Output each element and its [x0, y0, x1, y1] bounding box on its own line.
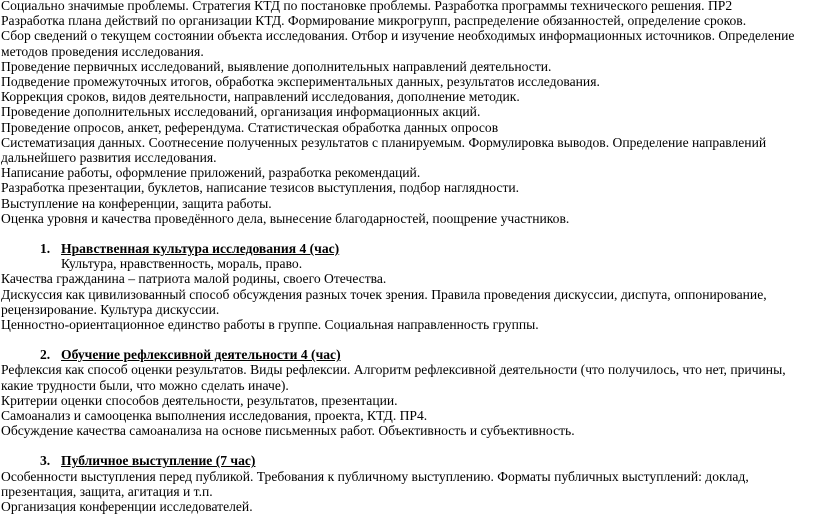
paragraph: Особенности выступления перед публикой. Требования к публичному выступлению. Форматы публичных выступлений: доклад, презентация, защита, агитация и т.п. — [1, 468, 749, 499]
paragraph: Проведение дополнительных исследований, организация информационных акций. — [1, 104, 481, 120]
paragraph: Качества гражданина – патриота малой родины, своего Отечества. — [1, 271, 387, 287]
section-number: 2. — [40, 347, 51, 363]
paragraph: Проведение первичных исследований, выявление дополнительных направлений деятельности. — [1, 58, 552, 74]
paragraph: Коррекция сроков, видов деятельности, направлений исследования, дополнение методик. — [1, 89, 520, 105]
section-3 — [1, 453, 813, 514]
paragraph: Проведение опросов, анкет, референдума. Статистическая обработка данных опросов — [1, 119, 499, 135]
paragraph: Оценка уровня и качества проведённого дела, вынесение благодарностей, поощрение участников. — [1, 210, 570, 226]
section-2 — [1, 347, 813, 438]
paragraph: Организация конференции исследователей. — [1, 499, 253, 515]
section-heading — [1, 453, 813, 468]
paragraph: Выступление на конференции, защита работы. — [1, 195, 272, 211]
section-number: 1. — [40, 241, 51, 257]
paragraph: Разработка плана действий по организации КТД. Формирование микрогрупп, распределение обязанностей, определение сроков. — [1, 13, 747, 29]
section-title: Обучение рефлексивной деятельности 4 (час) — [61, 347, 341, 363]
paragraph: Систематизация данных. Соотнесение полученных результатов с планируемым. Формулировка выводов. Определение направлений дальнейшего развития исследования. — [1, 134, 767, 166]
paragraph: Самоанализ и самооценка выполнения исследования, проекта, КТД. ПР4. — [1, 408, 428, 424]
paragraph: Рефлексия как способ оценки результатов. Виды рефлексии. Алгоритм рефлексивной деятельности (что получилось, что нет, причины, какие трудности были, что можно сделать иначе). — [1, 362, 786, 393]
paragraph: Подведение промежуточных итогов, обработка экспериментальных данных, результатов исследования. — [1, 74, 600, 90]
paragraph: Обсуждение качества самоанализа на основе письменных работ. Объективность и субъективность. — [1, 423, 575, 439]
section-title: Нравственная культура исследования 4 (час) — [61, 241, 340, 257]
section-1 — [1, 241, 813, 332]
paragraph: Ценностно-ориентационное единство работы в группе. Социальная направленность группы. — [1, 317, 539, 333]
paragraph: Критерии оценки способов деятельности, результатов, презентации. — [1, 392, 398, 408]
section-number: 3. — [40, 453, 51, 469]
paragraph: Дискуссия как цивилизованный способ обсуждения разных точек зрения. Правила проведения дискуссии, диспута, оппонирование, рецензирование. Культура дискуссии. — [1, 286, 767, 317]
section-heading — [1, 347, 813, 362]
intro-block — [1, 0, 813, 226]
indented-paragraph: Культура, нравственность, мораль, право. — [61, 256, 303, 272]
section-title: Публичное выступление (7 час) — [61, 453, 256, 469]
paragraph: Написание работы, оформление приложений, разработка рекомендаций. — [1, 165, 421, 181]
section-heading — [1, 241, 813, 256]
paragraph: Разработка презентации, буклетов, написание тезисов выступления, подбор наглядности. — [1, 180, 520, 196]
document-body — [1, 0, 813, 514]
paragraph: Сбор сведений о текущем состоянии объекта исследования. Отбор и изучение необходимых информационных источников. Определение методов проведения исследования. — [1, 28, 795, 59]
paragraph: Социально значимые проблемы. Стратегия КТД по постановке проблемы. Разработка программы технического решения. ПР2 — [1, 0, 733, 13]
